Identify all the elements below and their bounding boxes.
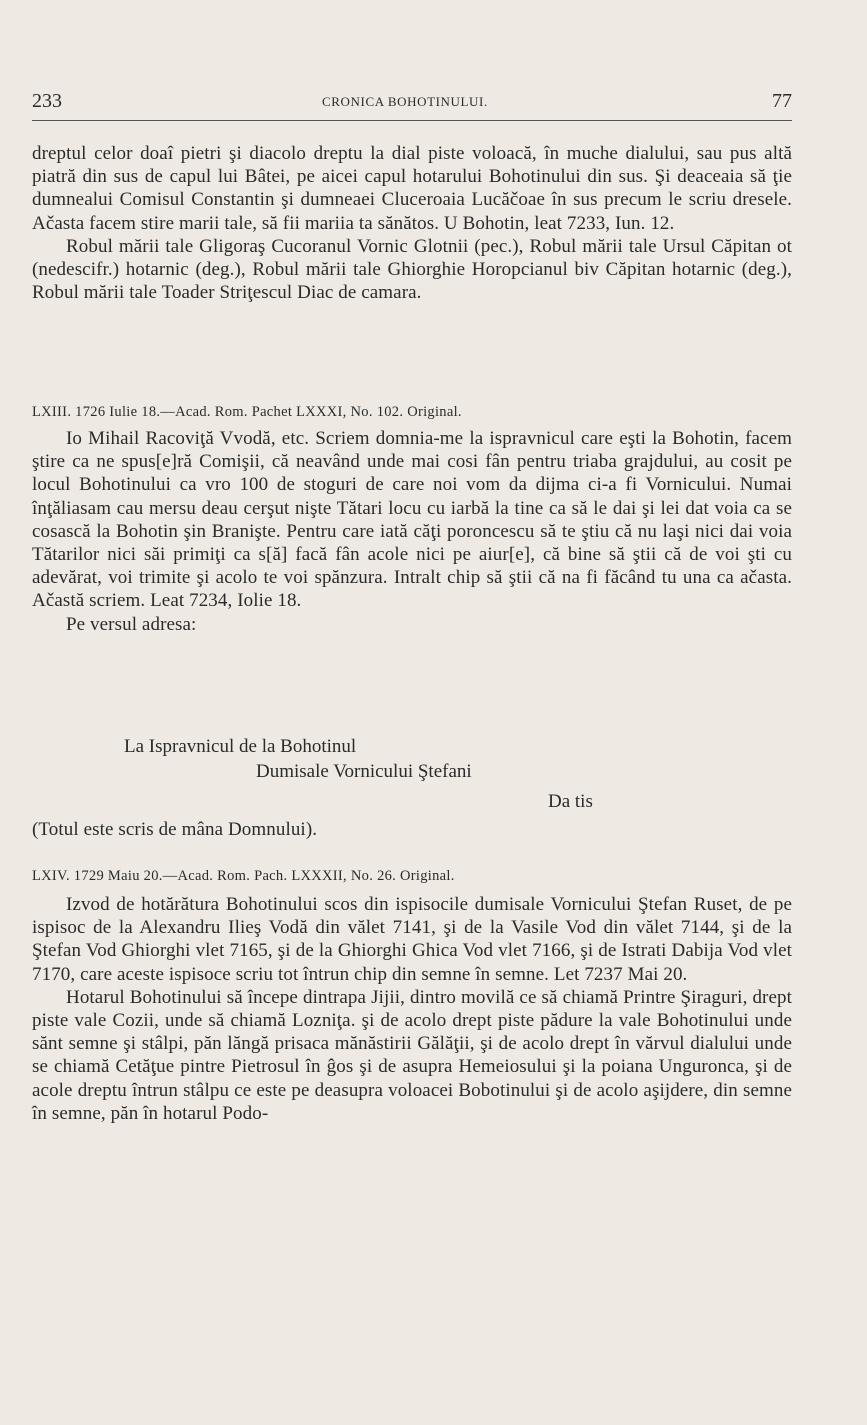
address-line-3: Da tis	[548, 791, 593, 812]
text-block-2	[32, 427, 792, 636]
address-line-2: Dumisale Vornicului Ştefani	[256, 761, 472, 782]
paragraph-1: dreptul celor doaî pietri şi diacolo dreptu la dial piste voloacă, în muche dialului, sau pus altă piatră din sus de capul lui Bâtei, pe aicei capul hotarului Bohotinului din sus. Şi deaceaia să ţie dumnealui Comisul Constantin şi dumneaei Cluceroaia Lucăčoae în sus precum le scriu dresele. Ačasta facem stire marii tale, să fii mariia ta sănătos. U Bohotin, leat 7233, Iun. 12.	[32, 143, 792, 234]
document-reference-2: LXIV. 1729 Maiu 20.—Acad. Rom. Pach. LXXXII, No. 26. Original.	[32, 868, 455, 884]
paragraph-2: Robul mării tale Gligoraş Cucoranul Vornic Glotnii (pec.), Robul mării tale Ursul Căpitan ot (nedescifr.) hotarnic (deg.), Robul mării tale Ghiorghie Horopcianul biv Căpitan hotarnic (deg.), Robul mării tale Toader Striţescul Diac de camara.	[32, 235, 792, 304]
document-reference-1: LXIII. 1726 Iulie 18.—Acad. Rom. Pachet LXXXI, No. 102. Original.	[32, 404, 462, 420]
address-line-1: La Ispravnicul de la Bohotinul	[124, 736, 357, 757]
paragraph-7: Hotarul Bohotinului să începe dintrapa Jijii, dintro movilă ce să chiamă Printre Şiraguri, drept piste vale Cozii, unde să chiamă Lozniţa. şi de acolo drept piste pădure la vale Bohotinului unde sănt semne şi stâlpi, păn lăngă prisaca mănăstirii Gălăţii, şi de acolo drept în vărvul dialului unde se chiamă Cetăţue pintre Pietrosul în ĝos şi de asupra Hemeiosului şi la poiana Unguronca, şi de acole dreptu întrun stâlpu ce este pe deasupra voloacei Bobotinului şi de acolo aşijdere, din semne în semne, păn în hotarul Podo-	[32, 986, 792, 1124]
paragraph-6: Izvod de hotărătura Bohotinului scos din ispisocile dumisale Vornicului Ştefan Ruset, de pe ispisoc de la Alexandru Ilieş Vodă din vălet 7141, şi de la Vasile Vod din vălet 7144, şi de la Ştefan Vod Ghiorghi vlet 7165, şi de la Ghiorghi Ghica Vod vlet 7166, şi de Istrati Dabija Vod vlet 7170, care aceste ispisoce scriu tot întrun chip din semne în semne. Let 7237 Mai 20.	[32, 894, 792, 985]
header-title: CRONICA BOHOTINULUI.	[322, 94, 488, 109]
paragraph-5: (Totul este scris de mâna Domnului).	[32, 819, 318, 840]
page-number: 77	[772, 90, 792, 112]
paragraph-4: Pe versul adresa:	[66, 613, 197, 635]
text-block-1	[32, 142, 792, 304]
header-left-number: 233	[32, 90, 62, 112]
running-header	[32, 90, 792, 121]
paragraph-3: Io Mihail Racoviţă Vvodă, etc. Scriem domnia-me la ispravnicul care eşti la Bohotin, facem ştire ca ne spus[e]ră Comişii, că neavând unde mai cosi fân pentru triaba grajdului, au cosit pe locul Bohotinului ca vro 100 de stoguri de care noi vom da dijma ci-a fi Vornicului. Numai înţăliasam cau mersu deau cerşut nişte Tătari locu cu iarbă la tine ca să le dai şi lei dat voia ca se cosască la Bohotin şin Branişte. Pentru care iată căţi poroncescu să te ştiu că nu laşi nici dai voia Tătarilor nici săi primiţi ca s[ă] facă fân acole nici pe aiur[e], că bine să ştii că de voi şti cu adevărat, voi trimite şi acolo te voi spănzura. Intralt chip să ştii că na fi făcând tu una ca ačasta. Ačastă scriem. Leat 7234, Iolie 18.	[32, 428, 792, 612]
text-block-3	[32, 893, 792, 1125]
